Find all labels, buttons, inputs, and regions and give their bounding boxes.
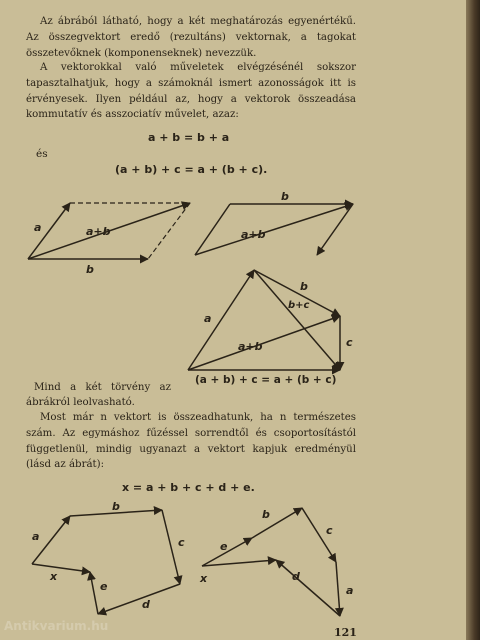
poly1-x xyxy=(32,564,90,572)
commutative-law: a + b = b + a xyxy=(148,131,230,144)
label-c-3: c xyxy=(346,336,353,349)
poly2-label-d: d xyxy=(292,570,300,583)
poly2-b xyxy=(252,508,302,538)
poly2-x xyxy=(202,560,276,566)
poly2-d xyxy=(276,560,340,616)
watermark: Antikvarium.hu xyxy=(4,619,109,633)
poly2-a xyxy=(336,562,340,616)
vector-a-arrow-2 xyxy=(317,204,353,255)
label-b: b xyxy=(86,263,94,275)
associative-law: (a + b) + c = a + (b + c). xyxy=(115,163,268,176)
poly2-label-e: e xyxy=(220,540,228,553)
polygon-sum-figure-2 xyxy=(196,498,366,620)
poly1-label-c: c xyxy=(178,536,185,549)
poly2-label-c: c xyxy=(326,524,333,537)
poly1-e xyxy=(90,572,98,614)
poly1-label-b: b xyxy=(112,500,120,513)
paragraph-identities: A vektorokkal való műveletek elvégzésénél sokszor tapasztalhatjuk, hogy a számoknál ismert azonosságok itt is érvényesek. Ilyen például az, hogy a vektorok összeadása kommutatív és asszociatív művelet, azaz: xyxy=(26,62,356,121)
poly1-label-a: a xyxy=(32,530,40,543)
poly2-label-a: a xyxy=(346,584,354,597)
paragraph-both-laws-text: Mind a két törvény az ábrákról leolvasható. xyxy=(26,382,171,408)
label-b-2: b xyxy=(281,190,289,203)
vector-sum-arrow-2 xyxy=(195,204,353,255)
associative-figure xyxy=(180,262,360,380)
label-a-plus-b-2: a+b xyxy=(241,228,266,241)
label-a: a xyxy=(34,221,42,234)
label-b-3: b xyxy=(300,280,308,293)
associative-caption: (a + b) + c = a + (b + c) xyxy=(195,374,337,386)
poly2-label-x: x xyxy=(200,572,208,585)
label-a-plus-b: a+b xyxy=(86,225,111,238)
poly1-label-x: x xyxy=(50,570,58,583)
poly1-label-e: e xyxy=(100,580,108,593)
page-number: 121 xyxy=(334,626,357,639)
book-spine-edge xyxy=(466,0,480,640)
poly1-d xyxy=(98,584,180,614)
vector-b-start-line xyxy=(195,204,230,255)
label-b-plus-c: b+c xyxy=(288,300,310,311)
poly1-label-d: d xyxy=(142,598,150,611)
dashed-a-line xyxy=(148,203,190,259)
commutative-parallelogram-figure xyxy=(20,185,200,275)
paragraph-resultant: Az ábrából látható, hogy a két meghatározás egyenértékű. Az összegvektort eredő (rezultáns) vektornak, a tagokat összetevőknek (komponenseknek) nevezzük. xyxy=(26,16,356,59)
label-a-plus-b-3: a+b xyxy=(238,340,263,353)
poly2-label-b: b xyxy=(262,508,270,521)
paragraph-both-laws xyxy=(26,380,171,410)
polygon-sum-figure-1 xyxy=(26,498,196,620)
paragraph-n-vectors: Most már n vektort is összeadhatunk, ha n természetes szám. Az egymáshoz fűzéssel sorrendtől és csoportosítástól függetlenül, mindig ugyanazt a vektort kapjuk eredményül (lásd az ábrát): xyxy=(26,412,356,471)
sum-formula: x = a + b + c + d + e. xyxy=(122,481,255,494)
vector-a-arrow-3 xyxy=(188,270,254,370)
label-a-3: a xyxy=(204,312,212,325)
conjunction-es: és xyxy=(36,148,48,160)
commutative-triangle-figure xyxy=(185,188,365,263)
